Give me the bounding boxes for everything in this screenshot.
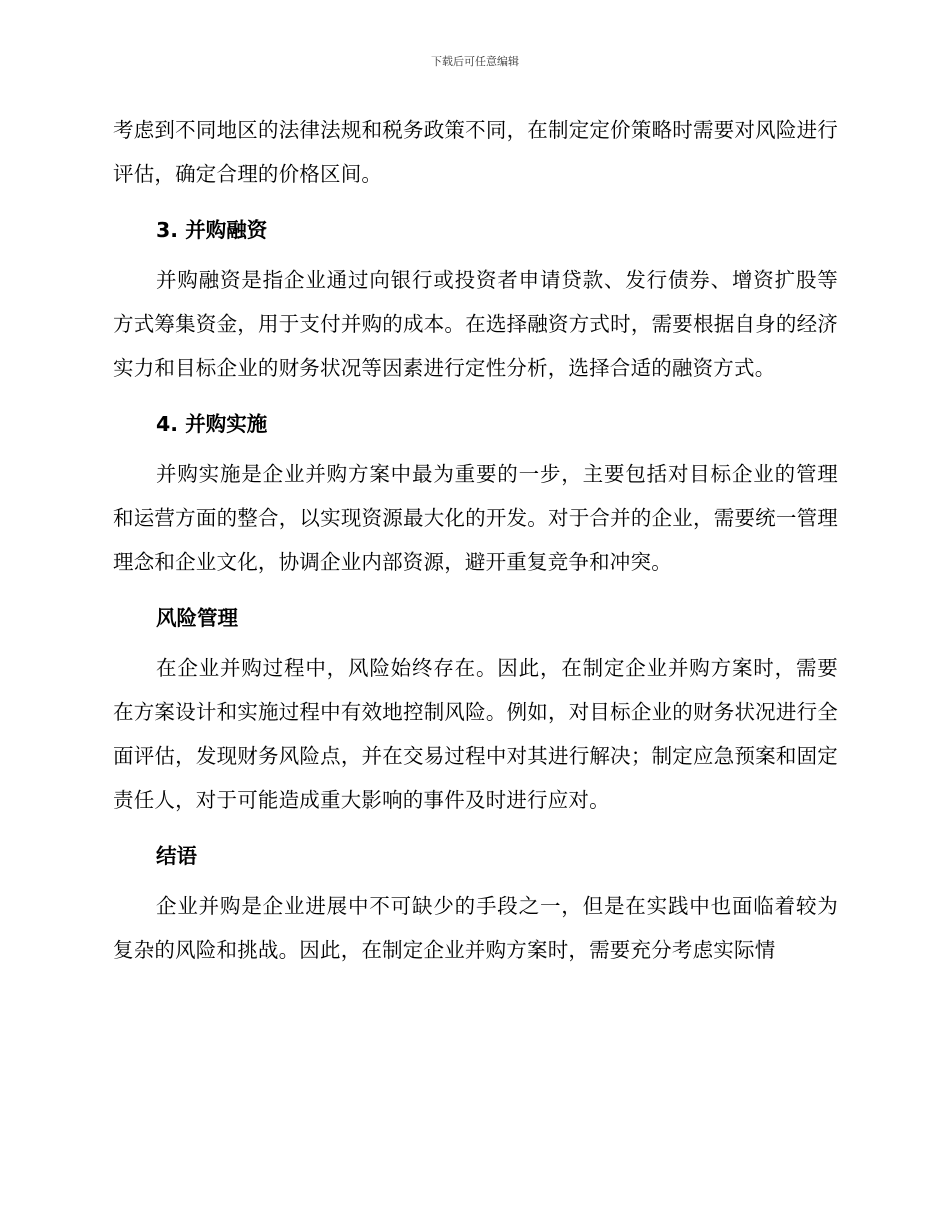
heading-merger-financing: 3. 并购融资 (156, 218, 268, 242)
paragraph-pricing-risk: 考虑到不同地区的法律法规和税务政策不同，在制定定价策略时需要对风险进行评估，确定合理的价格区间。 (113, 118, 838, 186)
document-body (113, 108, 838, 972)
paragraph-conclusion: 企业并购是企业进展中不可缺少的手段之一，但是在实践中也面临着较为复杂的风险和挑战。因此，在制定企业并购方案时，需要充分考虑实际情 (113, 894, 838, 962)
page-header: 下载后可任意编辑 (431, 55, 519, 68)
paragraph-merger-implementation: 并购实施是企业并购方案中最为重要的一步，主要包括对目标企业的管理和运营方面的整合，以实现资源最大化的开发。对于合并的企业，需要统一管理理念和企业文化，协调企业内部资源，避开重复竞争和冲突。 (113, 462, 838, 574)
heading-conclusion: 结语 (156, 844, 197, 868)
heading-merger-implementation: 4. 并购实施 (156, 412, 268, 436)
paragraph-risk-management: 在企业并购过程中，风险始终存在。因此，在制定企业并购方案时，需要在方案设计和实施过程中有效地控制风险。例如，对目标企业的财务状况进行全面评估，发现财务风险点，并在交易过程中对其进行解决；制定应急预案和固定责任人，对于可能造成重大影响的事件及时进行应对。 (113, 656, 838, 812)
heading-risk-management: 风险管理 (156, 606, 238, 630)
paragraph-merger-financing: 并购融资是指企业通过向银行或投资者申请贷款、发行债券、增资扩股等方式筹集资金，用于支付并购的成本。在选择融资方式时，需要根据自身的经济实力和目标企业的财务状况等因素进行定性分析，选择合适的融资方式。 (113, 268, 838, 380)
